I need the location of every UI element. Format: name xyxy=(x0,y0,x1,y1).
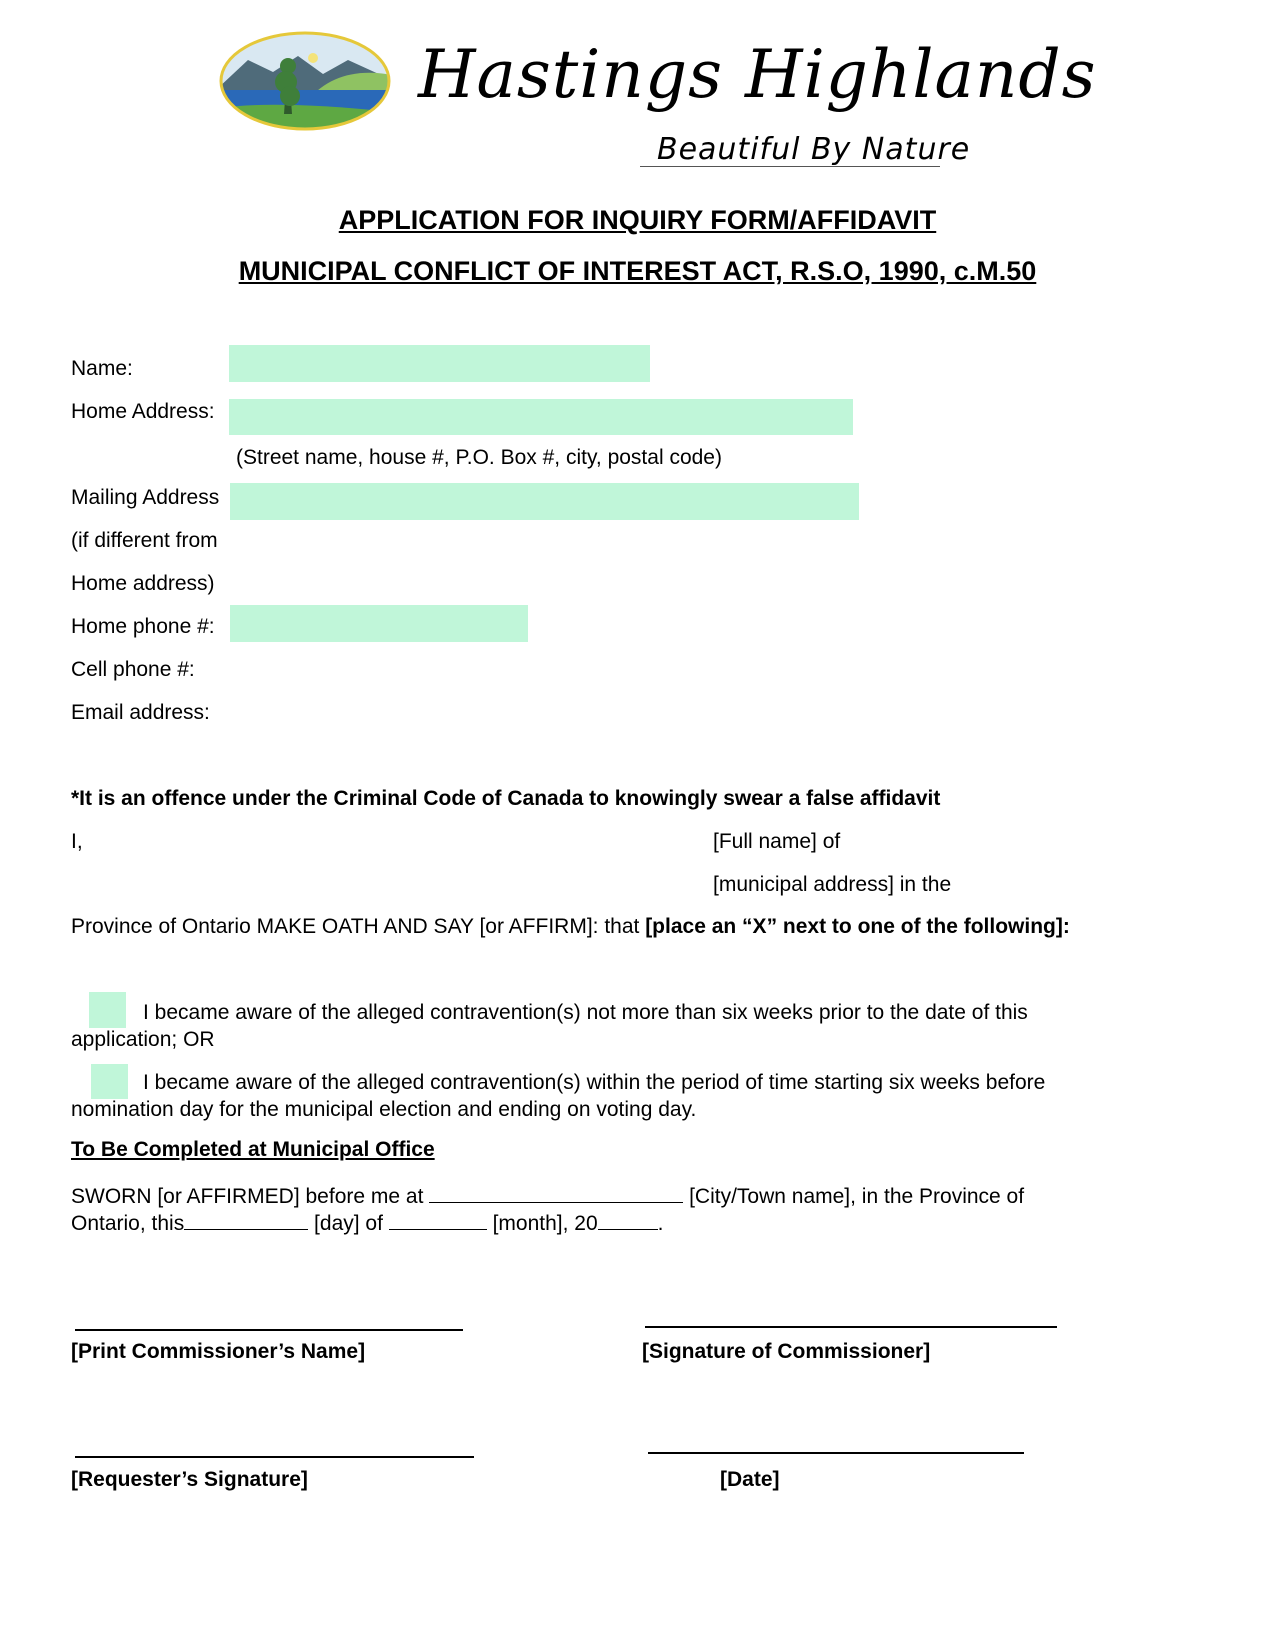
commissioner-signature-line[interactable] xyxy=(645,1326,1057,1328)
oath-statement xyxy=(71,914,1070,940)
option-2-checkbox[interactable] xyxy=(91,1064,128,1099)
day-label: [day] of xyxy=(308,1212,389,1235)
email-label: Email address: xyxy=(71,701,210,724)
full-name-label: [Full name] of xyxy=(713,830,841,853)
commissioner-signature-label: [Signature of Commissioner] xyxy=(642,1340,931,1363)
oath-text: Province of Ontario MAKE OATH AND SAY [or AFFIRM]: that xyxy=(71,915,646,938)
offence-warning: *It is an offence under the Criminal Code of Canada to knowingly swear a false affidavit xyxy=(71,787,941,810)
option-2-text-line1: I became aware of the alleged contravention(s) within the period of time starting six weeks before xyxy=(143,1071,1046,1094)
cell-phone-label: Cell phone #: xyxy=(71,658,195,681)
period: . xyxy=(657,1212,664,1235)
option-1-text-line2: application; OR xyxy=(71,1028,215,1051)
option-2-text-line2: nomination day for the municipal election and ending on voting day. xyxy=(71,1098,697,1121)
landscape-logo-icon xyxy=(218,30,392,132)
requester-signature-label: [Requester’s Signature] xyxy=(71,1468,308,1491)
brand-tagline: Beautiful By Nature xyxy=(657,132,971,167)
date-line-signature[interactable] xyxy=(648,1452,1024,1454)
i-label: I, xyxy=(71,830,83,853)
brand-name: Hastings Highlands xyxy=(418,36,1097,113)
home-address-label: Home Address: xyxy=(71,400,215,423)
tagline-underline xyxy=(640,166,940,167)
ontario-text: Ontario, this xyxy=(71,1212,185,1235)
home-address-hint: (Street name, house #, P.O. Box #, city, postal code) xyxy=(236,446,722,469)
requester-signature-line[interactable] xyxy=(75,1456,474,1458)
name-label: Name: xyxy=(71,357,133,380)
form-title: APPLICATION FOR INQUIRY FORM/AFFIDAVIT xyxy=(338,205,937,235)
year-blank[interactable] xyxy=(598,1210,658,1230)
logo xyxy=(218,30,392,132)
office-heading: To Be Completed at Municipal Office xyxy=(71,1138,435,1161)
month-label: [month], 20 xyxy=(486,1212,598,1235)
oath-instruction: [place an “X” next to one of the following]: xyxy=(645,915,1070,938)
home-address-field[interactable] xyxy=(229,399,853,435)
date-line xyxy=(71,1210,664,1237)
mailing-address-note-2: Home address) xyxy=(71,572,215,595)
date-label: [Date] xyxy=(720,1468,780,1491)
mailing-address-field[interactable] xyxy=(230,483,859,520)
day-blank[interactable] xyxy=(184,1210,308,1230)
sworn-text: SWORN [or AFFIRMED] before me at xyxy=(71,1185,430,1208)
mailing-address-note-1: (if different from xyxy=(71,529,218,552)
sworn-line xyxy=(71,1183,1024,1210)
option-1-text-line1: I became aware of the alleged contravention(s) not more than six weeks prior to the date of this xyxy=(143,1001,1028,1024)
city-blank[interactable] xyxy=(429,1183,683,1203)
act-title: MUNICIPAL CONFLICT OF INTEREST ACT, R.S.O, 1990, c.M.50 xyxy=(238,256,1037,286)
city-label: [City/Town name], in the Province of xyxy=(683,1185,1025,1208)
option-1-checkbox[interactable] xyxy=(89,992,126,1028)
municipal-address-label: [municipal address] in the xyxy=(713,873,952,896)
home-phone-label: Home phone #: xyxy=(71,615,215,638)
mailing-address-label: Mailing Address xyxy=(71,486,220,509)
commissioner-name-label: [Print Commissioner’s Name] xyxy=(71,1340,366,1363)
month-blank[interactable] xyxy=(389,1210,487,1230)
home-phone-field[interactable] xyxy=(230,605,528,642)
name-field[interactable] xyxy=(229,345,650,382)
commissioner-name-line[interactable] xyxy=(75,1329,463,1331)
